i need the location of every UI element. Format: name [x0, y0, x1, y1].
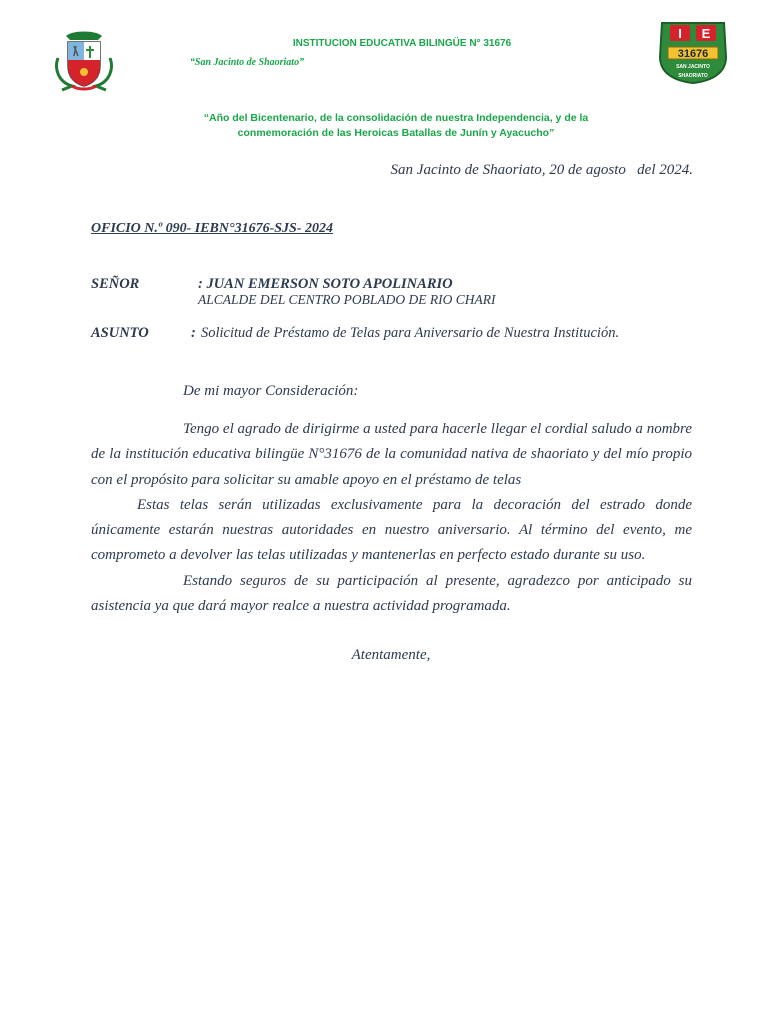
recipient-name: : JUAN EMERSON SOTO APOLINARIO — [198, 276, 453, 292]
body-paragraph-1: Tengo el agrado de dirigirme a usted para hacerle llegar el cordial saludo a nombre de la institución educativa bilingüe N°31676 de la comunidad nativa de shaoriato y del mío propio con el propósito para solicitar su amable apoyo en el préstamo de telas — [91, 421, 692, 488]
recipient-label: SEÑOR — [91, 276, 140, 292]
logo-letter-i: I — [678, 26, 682, 41]
recipient-title: ALCALDE DEL CENTRO POBLADO DE RIO CHARI — [198, 292, 496, 307]
greeting: De mi mayor Consideración: — [183, 383, 359, 399]
letter-body — [91, 417, 692, 619]
subject-text: Solicitud de Préstamo de Telas para Aniversario de Nuestra Institución. — [201, 325, 620, 341]
body-paragraph-2: Estas telas serán utilizadas exclusivamente para la decoración del estrado donde únicamente estarán nuestras autoridades en nuestro aniversario. Al término del evento, me comprometo a devolver las telas utilizadas y mantenerlas en perfecto estado durante su uso. — [91, 496, 692, 564]
institution-motto: “San Jacinto de Shaoriato” — [189, 57, 305, 68]
logo-text: SAN JACINTO — [676, 64, 710, 70]
year-name: “Año del Bicentenario, de la consolidación de nuestra Independencia, y de la conmemoración de las Heroicas Batallas de Junín y Ayacucho” — [203, 112, 589, 139]
logo-bottom-text: SHAORIATO — [678, 73, 708, 79]
school-shield-logo — [656, 17, 730, 85]
letter-date: San Jacinto de Shaoriato, 20 de agosto del 2024. — [390, 162, 693, 178]
body-paragraph-3: Estando seguros de su participación al presente, agradezco por anticipado su asistencia ya que dará mayor realce a nuestra actividad programada. — [91, 572, 692, 615]
subject-colon: : — [191, 325, 196, 341]
logo-number: 31676 — [677, 48, 709, 60]
closing: Atentamente, — [351, 647, 431, 663]
logo-letter-e: E — [701, 26, 711, 41]
oficio-number: OFICIO N.º 090- IEBN°31676-SJS- 2024 — [91, 221, 333, 236]
subject-label: ASUNTO — [91, 325, 149, 341]
institution-name: INSTITUCION EDUCATIVA BILINGÜE N° 31676 — [292, 38, 512, 49]
